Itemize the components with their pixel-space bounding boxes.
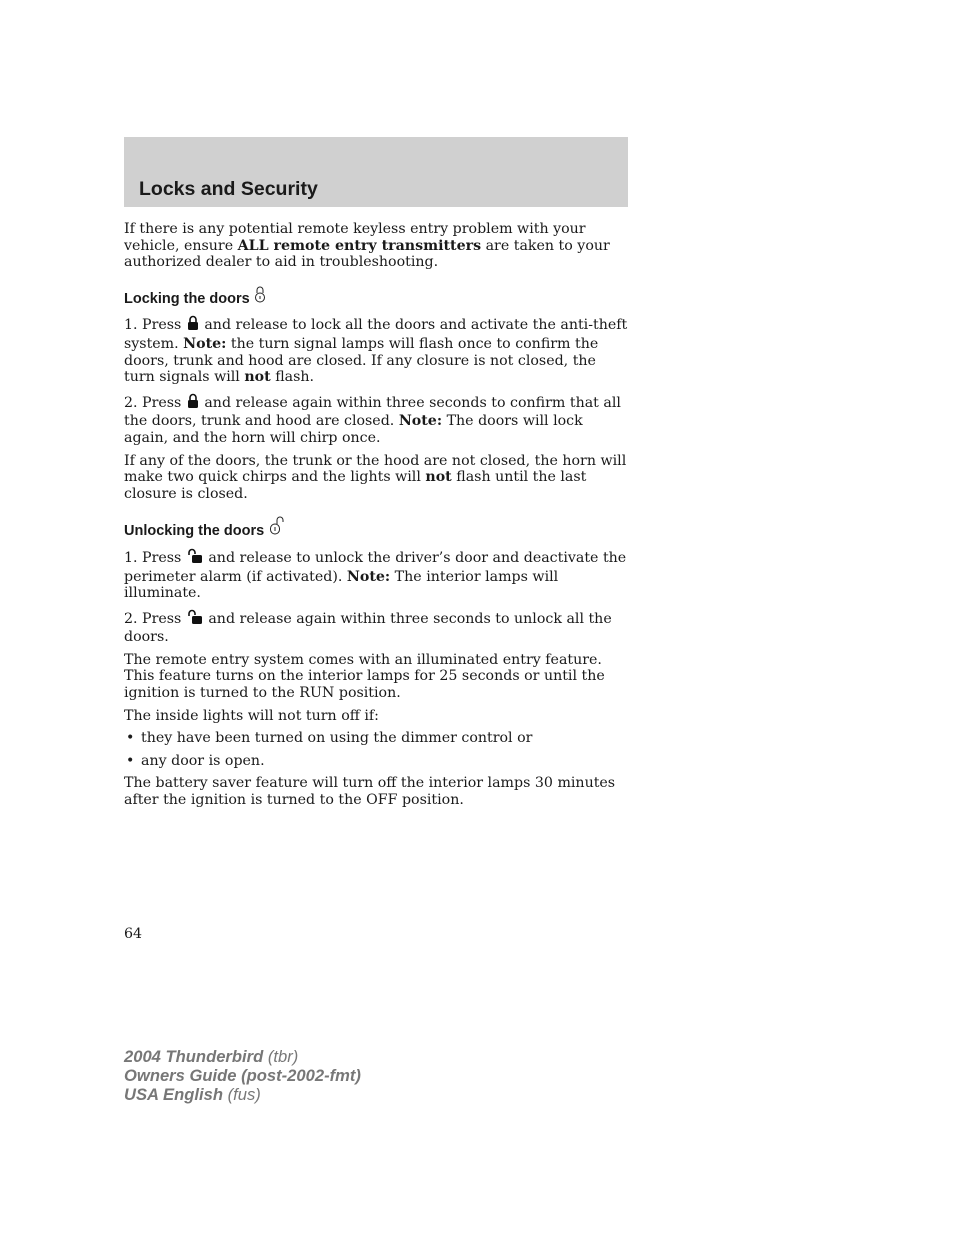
locking-step-1: 1. Press and release to lock all the doors and activate the anti-theft system. Note: the turn signal lamps will flash once to confirm the doors, trunk and hood are closed. If any closure is not closed, the turn signals will not flash.: [124, 317, 628, 386]
closure-paragraph: If any of the doors, the trunk or the hood are not closed, the horn will make two quick chirps and the lights will not flash until the last closure is closed.: [124, 452, 627, 502]
list-item: • they have been turned on using the dimmer control or: [124, 730, 630, 747]
lock-outline-icon: [254, 285, 266, 308]
battery-saver-paragraph: The battery saver feature will turn off the interior lamps 30 minutes after the ignition is turned to the OFF position.: [124, 775, 616, 809]
inside-lights-paragraph: The inside lights will not turn off if:: [124, 707, 379, 724]
unlock-icon: [186, 548, 204, 569]
lock-icon: [186, 393, 200, 414]
intro-bold: ALL remote entry transmitters: [237, 237, 482, 254]
unlock-outline-icon: [268, 515, 286, 540]
list-item: • any door is open.: [124, 753, 630, 770]
footer-line-guide: Owners Guide (post-2002-fmt): [124, 1066, 361, 1085]
footer-line-model: 2004 Thunderbird (tbr): [124, 1047, 299, 1066]
section-header-band: [124, 137, 628, 207]
lock-icon: [186, 315, 200, 336]
page-content: [124, 221, 630, 809]
unlocking-step-1: 1. Press and release to unlock the driver’s door and deactivate the perimeter alarm (if activated). Note: The interior lamps will illuminate.: [124, 549, 627, 602]
footer-line-language: USA English (fus): [124, 1085, 261, 1104]
intro-paragraph: If there is any potential remote keyless entry problem with your vehicle, ensure ALL remote entry transmitters are taken to your authorized dealer to aid in troubleshooting.: [124, 221, 610, 271]
page-number: 64: [124, 926, 143, 942]
illuminated-entry-paragraph: The remote entry system comes with an illuminated entry feature. This feature turns on the interior lamps for 25 seconds or until the ignition is turned to the RUN position.: [124, 651, 605, 702]
section-title: Locks and Security: [139, 178, 318, 200]
locking-step-2: 2. Press and release again within three seconds to confirm that all the doors, trunk and hood are closed. Note: The doors will lock again, and the horn will chirp once.: [124, 394, 621, 446]
unlocking-heading: Unlocking the doors: [124, 515, 630, 540]
conditions-list: [124, 730, 630, 769]
unlocking-step-2: 2. Press and release again within three seconds to unlock all the doors.: [124, 610, 612, 646]
locking-heading: Locking the doors: [124, 285, 630, 308]
document-footer: [124, 1047, 361, 1104]
unlock-icon: [186, 609, 204, 630]
